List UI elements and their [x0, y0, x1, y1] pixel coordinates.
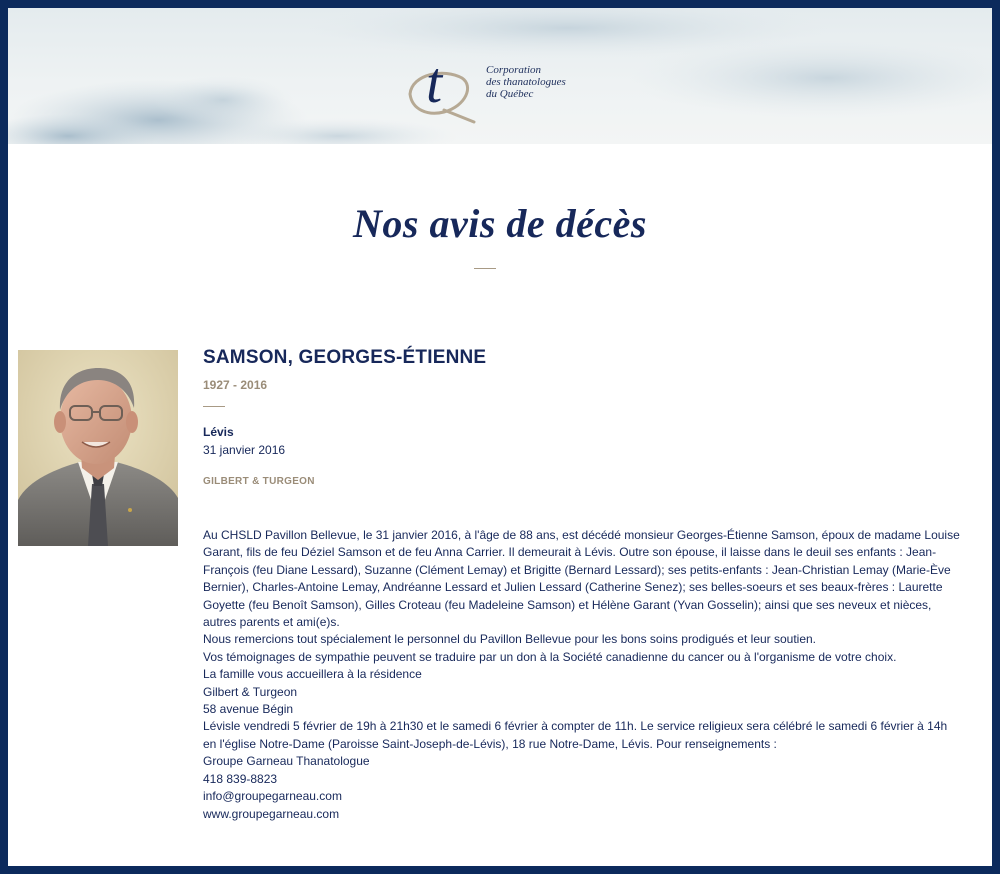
logo-wordmark	[486, 64, 566, 100]
funeral-home-name: GILBERT & TURGEON	[203, 476, 315, 487]
obituary-paragraph: La famille vous accueillera à la résidence	[203, 667, 422, 682]
header-banner	[8, 8, 992, 144]
page-title: Nos avis de décès	[353, 201, 647, 246]
obituary-divider	[203, 406, 225, 407]
obituary-paragraph: Groupe Garneau Thanatologue	[203, 754, 370, 769]
logo-line: du Québec	[486, 88, 534, 100]
logo-letter: t	[426, 50, 443, 115]
logo-mark-icon	[404, 44, 484, 124]
obituary-paragraph: Vos témoignages de sympathie peuvent se traduire par un don à la Société canadienne du cancer ou à l'organisme de votre choix.	[203, 649, 897, 664]
obituary-paragraph: Nous remercions tout spécialement le personnel du Pavillon Bellevue pour les bons soins prodigués et leur soutien.	[203, 632, 817, 647]
portrait-image	[18, 350, 178, 546]
obituary-paragraph: Lévisle vendredi 5 février de 19h à 21h30 et le samedi 6 février à compter de 11h. Le service religieux sera célébré le samedi 6 février à 14h en l'église Notre-Dame (Paroisse Saint-Joseph-de-Lévis), 18 rue Notre-Dame, Lévis. Pour renseignements :	[203, 719, 948, 751]
logo-line: des thanatologues	[486, 76, 566, 88]
obituary-city: Lévis	[203, 425, 234, 439]
site-logo[interactable]	[404, 44, 604, 124]
logo-line: Corporation	[486, 64, 542, 76]
obituary-portrait	[18, 350, 178, 546]
obituary-years: 1927 - 2016	[203, 378, 268, 392]
obituary-website: www.groupegarneau.com	[203, 806, 340, 821]
obituary-phone: 418 839-8823	[203, 771, 278, 786]
page-frame	[8, 8, 992, 866]
obituary-name: SAMSON, GEORGES-ÉTIENNE	[203, 347, 487, 368]
obituary-paragraph: Gilbert & Turgeon	[203, 684, 298, 699]
obituary-paragraph: Au CHSLD Pavillon Bellevue, le 31 janvier 2016, à l'âge de 88 ans, est décédé monsieur Georges-Étienne Samson, époux de madame Louise Garant, fils de feu Déziel Samson et de feu Anna Carrier. Il demeurait à Lévis. Outre son épouse, il laisse dans le deuil ses enfants : Jean-François (feu Diane Lessard), Suzanne (Clément Lemay) et Brigitte (Bernard Lessard); ses petits-enfants : Jean-Christian Lemay (Marie-Ève Bernier), Charles-Antoine Lemay, Andréanne Lessard et Julien Lessard (Catherine Senez); ses belles-soeurs et ses beaux-frères : Laurette Goyette (feu Benoît Samson), Gilles Croteau (feu Madeleine Samson) et Hélène Garant (Yvan Gosselin); ainsi que ses neveux et nièces, autres parents et ami(e)s.	[203, 528, 960, 630]
title-divider	[474, 268, 496, 269]
obituary-date: 31 janvier 2016	[203, 443, 286, 457]
obituary-email: info@groupegarneau.com	[203, 789, 342, 804]
obituary-text	[203, 527, 963, 823]
obituary-paragraph: 58 avenue Bégin	[203, 702, 294, 717]
